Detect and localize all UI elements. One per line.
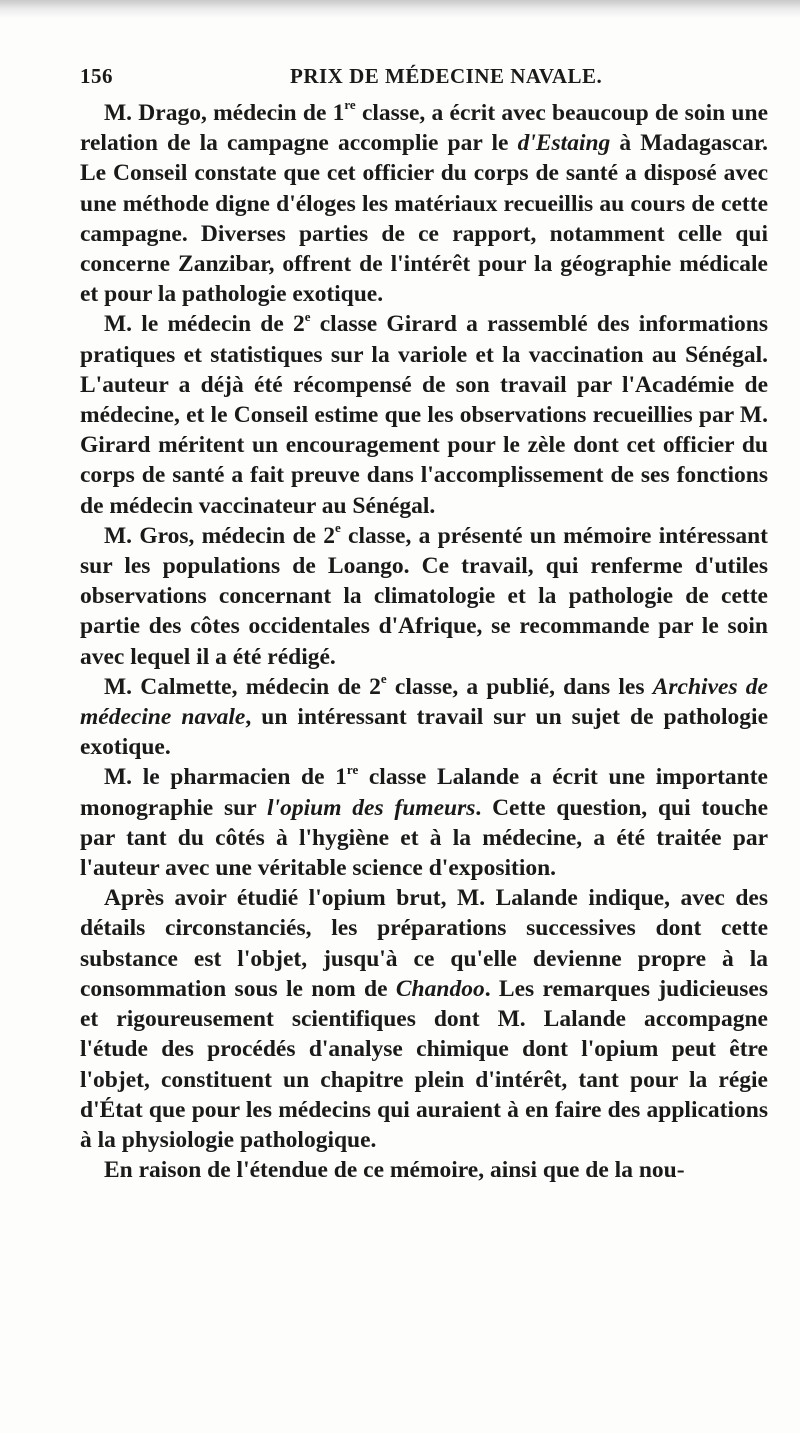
page-number: 156 <box>80 64 113 88</box>
superscript: e <box>380 671 387 687</box>
text-run: classe, a écrit avec beaucoup de soin une relation de la campagne accomplie par le <box>80 100 768 157</box>
superscript: e <box>304 308 311 324</box>
paragraph-calmette <box>80 672 768 763</box>
scan-edge-shadow <box>0 0 800 18</box>
superscript: e <box>335 520 341 536</box>
text-run: classe, a présenté un mémoire intéressant sur les populations de Loango. Ce travail, qui renferme d'utiles observations concernant la climatologie et la pathologie de cette partie des côtes occidentales d'Afrique, se recommande par le soin avec lequel il a été rédigé. <box>80 522 768 670</box>
text-run: . Les remarques judicieuses et rigoureusement scientifiques dont M. Lalande accompagne l'étude des procédés d'analyse chimique dont l'opium peut être l'objet, constituent un chapitre plein d'intérêt, tant pour la régie d'État que pour les médecins qui auraient à en faire des applications à la physiologie pathologique. <box>80 975 768 1153</box>
text-run: M. le médecin de 2 <box>104 311 305 338</box>
paragraph-lalande <box>80 762 768 883</box>
paragraph-gros <box>80 521 768 672</box>
italic-journal-title: Archives de médecine navale <box>80 673 768 731</box>
paragraph-opium <box>80 883 768 1155</box>
text-run: classe Girard a rassemblé des informations pratiques et statistiques sur la variole et la vaccination au Sénégal. L'auteur a déjà été récompensé de son travail par l'Académie de médecine, et le Conseil estime que les observations recueillies par M. Girard méritent un encouragement pour le zèle dont cet officier du corps de santé a fait preuve dans l'accomplissement de ses fonctions de médecin vaccinateur au Sénégal. <box>80 311 768 519</box>
text-run: . Cette question, qui touche par tant du côtés à l'hygiène et à la médecine, a été traitée par l'auteur avec une véritable science d'exposition. <box>80 794 768 882</box>
paragraph-drago <box>80 98 768 309</box>
text-run: En raison de l'étendue de ce mémoire, ainsi que de la nou- <box>104 1157 685 1184</box>
body-text <box>80 98 768 1185</box>
italic-term: Chandoo <box>395 975 485 1002</box>
paragraph-continuation <box>80 1155 768 1185</box>
paragraph-girard <box>80 309 768 520</box>
text-run: M. Calmette, médecin de 2 <box>104 673 381 700</box>
text-run: classe, a publié, dans les <box>386 673 653 700</box>
text-run: Après avoir étudié l'opium brut, M. Lalande indique, avec des détails circonstanciés, les préparations successives dont cette substance est l'objet, jusqu'à ce qu'elle devienne propre à la consommation sous le nom de <box>80 885 768 1002</box>
superscript: re <box>346 761 359 777</box>
text-run: M. Drago, médecin de 1 <box>104 100 345 126</box>
running-head <box>80 64 770 94</box>
superscript: re <box>344 97 356 113</box>
italic-ship-name: d'Estaing <box>517 130 611 157</box>
running-title: PRIX DE MÉDECINE NAVALE. <box>290 64 603 88</box>
text-run: M. le pharmacien de 1 <box>104 764 347 791</box>
text-run: M. Gros, médecin de 2 <box>104 522 335 549</box>
italic-work-title: l'opium des fumeurs <box>267 794 476 821</box>
text-run: à Madagascar. Le Conseil constate que cet officier du corps de santé a disposé avec une méthode digne d'éloges les matériaux recueillis au cours de cette campagne. Diverses parties de ce rapport, notamment celle qui concerne Zanzibar, offrent de l'intérêt pour la géographie médicale et pour la pathologie exotique. <box>80 130 768 308</box>
text-run: , un intéressant travail sur un sujet de pathologie exotique. <box>80 704 768 761</box>
text-run: classe Lalande a écrit une importante monographie sur <box>80 764 768 821</box>
